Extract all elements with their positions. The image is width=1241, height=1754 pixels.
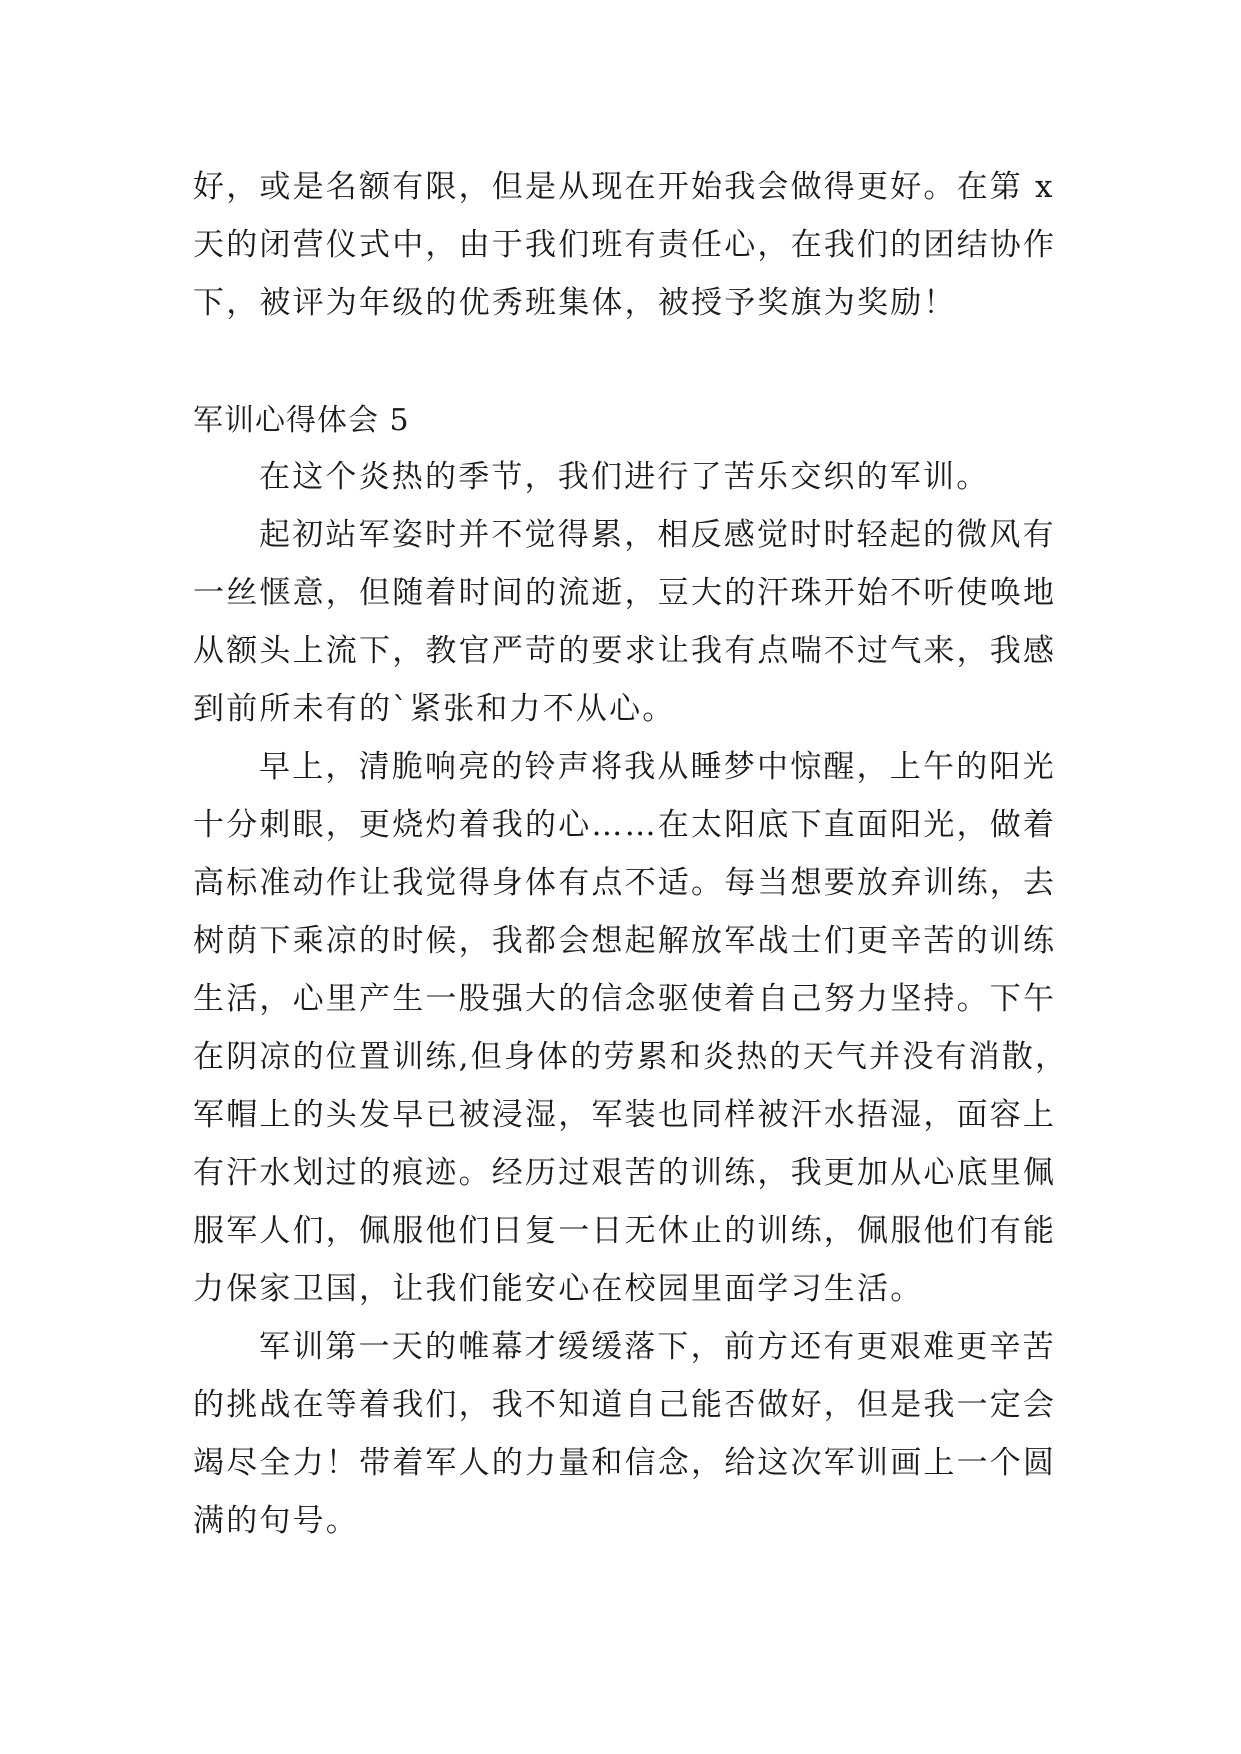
text-line: 十分刺眼，更烧灼着我的心……在太阳底下直面阳光，做着 <box>193 807 1057 843</box>
text-line: 军训第一天的帷幕才缓缓落下，前方还有更艰难更辛苦 <box>259 1329 1056 1365</box>
text-line: 到前所未有的`紧张和力不从心。 <box>193 691 676 727</box>
section-gap <box>193 332 1053 394</box>
intro-paragraph <box>193 158 1057 332</box>
text-line: 天的闭营仪式中，由于我们班有责任心，在我们的团结协作 <box>193 227 1057 263</box>
document-page <box>193 158 1069 1550</box>
text-line: 树荫下乘凉的时候，我都会想起解放军战士们更辛苦的训练 <box>193 923 1057 959</box>
text-line: 起初站军姿时并不觉得累，相反感觉时时轻起的微风有 <box>259 517 1056 553</box>
text-line: 早上，清脆响亮的铃声将我从睡梦中惊醒，上午的阳光 <box>259 749 1056 785</box>
text-line: 服军人们，佩服他们日复一日无休止的训练，佩服他们有能 <box>193 1213 1057 1249</box>
text-line: 满的句号。 <box>193 1503 359 1539</box>
text-line: 下，被评为年级的优秀班集体，被授予奖旗为奖励！ <box>193 285 957 321</box>
paragraph-2 <box>193 506 1057 738</box>
text-line: 好，或是名额有限，但是从现在开始我会做得更好。在第 x <box>193 169 1055 205</box>
text-line: 高标准动作让我觉得身体有点不适。每当想要放弃训练，去 <box>193 865 1057 901</box>
text-line: 竭尽全力！带着军人的力量和信念，给这次军训画上一个圆 <box>193 1445 1057 1481</box>
paragraph-3 <box>193 738 1069 1318</box>
text-line: 生活，心里产生一股强大的信念驱使着自己努力坚持。下午 <box>193 981 1057 1017</box>
text-line: 从额头上流下，教官严苛的要求让我有点喘不过气来，我感 <box>193 633 1057 669</box>
text-line: 在这个炎热的季节，我们进行了苦乐交织的军训。 <box>259 459 990 495</box>
section-title: 军训心得体会 5 <box>193 403 410 438</box>
text-line: 军帽上的头发早已被浸湿，军装也同样被汗水捂湿，面容上 <box>193 1097 1057 1133</box>
text-line: 在阴凉的位置训练,但身体的劳累和炎热的天气并没有消散， <box>193 1039 1069 1075</box>
text-line: 一丝惬意，但随着时间的流逝，豆大的汗珠开始不听使唤地 <box>193 575 1057 611</box>
text-line: 的挑战在等着我们，我不知道自己能否做好，但是我一定会 <box>193 1387 1057 1423</box>
text-line: 有汗水划过的痕迹。经历过艰苦的训练，我更加从心底里佩 <box>193 1155 1057 1191</box>
text-line: 力保家卫国，让我们能安心在校园里面学习生活。 <box>193 1271 924 1307</box>
paragraph-4 <box>193 1318 1057 1550</box>
paragraph-1 <box>193 448 1053 506</box>
